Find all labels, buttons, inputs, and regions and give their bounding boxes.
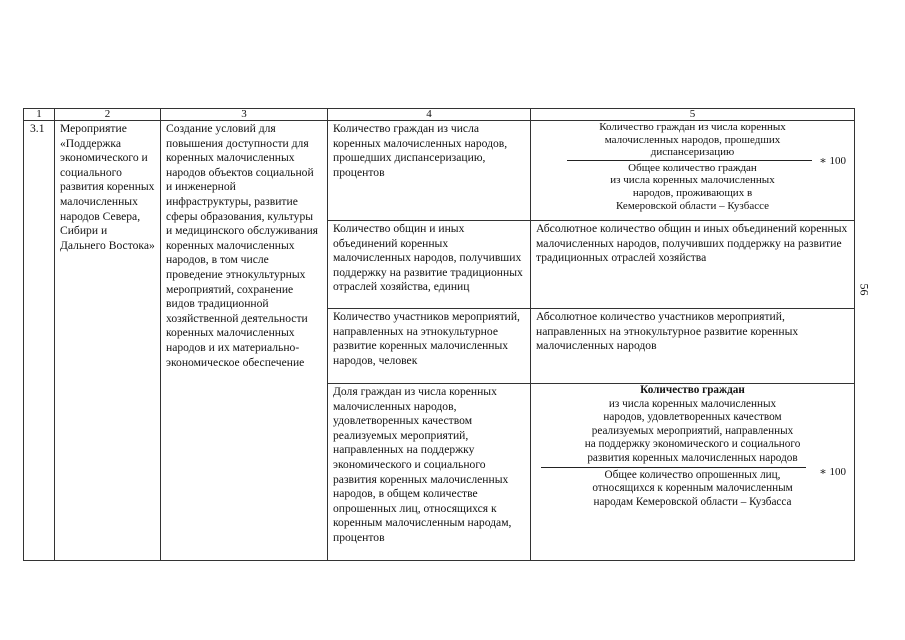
page-number: 56: [857, 283, 872, 296]
header-col-1: 1: [24, 109, 55, 121]
formula-line: малочисленных народов, прошедших: [604, 133, 781, 146]
formula-numerator: [533, 121, 852, 159]
header-col-4: 4: [328, 109, 531, 121]
formula-line: Кемеровской области – Кузбассе: [616, 199, 769, 212]
indicator-cell: Доля граждан из числа коренных малочисленных народов, удовлетворенных качеством реализуемых мероприятий, направленных на поддержку экономического и социального развития коренных малочисленных народов, в общем количестве опрошенных лиц, относящихся к коренным малочисленным народам, процентов: [328, 384, 531, 561]
formula-multiplier: ∗ 100: [819, 466, 846, 478]
formula-line: народам Кемеровской области – Кузбасса: [593, 495, 792, 508]
formula-line: диспансеризацию: [650, 146, 735, 159]
formula-line: на поддержку экономического и социального: [584, 438, 801, 451]
formula-denominator: [533, 162, 852, 212]
section-number: 3.1: [24, 121, 55, 561]
header-col-5: 5: [531, 109, 855, 121]
formula-line: Общее количество граждан: [628, 161, 757, 174]
formula: [533, 121, 852, 212]
formula-line: Общее количество опрошенных лиц,: [604, 468, 781, 481]
formula-line: из числа коренных малочисленных: [610, 174, 775, 187]
header-col-2: 2: [55, 109, 161, 121]
indicator-cell: Количество общин и иных объединений коренных малочисленных народов, получивших поддержку на развитие традиционных отраслей хозяйства, единиц: [328, 221, 531, 309]
fraction-bar: [541, 467, 806, 468]
formula-line: относящихся к коренным малочисленным: [592, 482, 793, 495]
header-col-3: 3: [161, 109, 328, 121]
formula-denominator: [533, 469, 852, 510]
formula-line: развития коренных малочисленных народов: [587, 451, 798, 464]
method-cell: Абсолютное количество участников мероприятий, направленных на этнокультурное развитие коренных малочисленных народов: [531, 309, 855, 384]
formula-multiplier: ∗ 100: [819, 155, 846, 167]
formula: [533, 384, 852, 509]
formula-line: Количество граждан: [640, 384, 745, 396]
fraction-bar: [567, 160, 812, 161]
indicators-table: [23, 108, 855, 561]
indicator-cell: Количество граждан из числа коренных малочисленных народов, прошедших диспансеризацию, процентов: [328, 121, 531, 221]
formula-numerator: [533, 384, 852, 466]
indicator-cell: Количество участников мероприятий, направленных на этнокультурное развитие коренных малочисленных народов, человек: [328, 309, 531, 384]
formula-cell: [531, 121, 855, 221]
formula-line: из числа коренных малочисленных: [608, 397, 777, 410]
formula-line: реализуемых мероприятий, направленных: [591, 424, 794, 437]
task-description: Создание условий для повышения доступности для коренных малочисленных народов объектов социальной и инженерной инфраструктуры, развитие сферы образования, культуры и медицинского обслуживания коренных малочисленных народов, в том числе проведение этнокультурных мероприятий, сохранение видов традиционной хозяйственной деятельности коренных малочисленных народов и их материально-экономическое обеспечение: [161, 121, 328, 561]
formula-cell: [531, 384, 855, 561]
event-name: Мероприятие «Поддержка экономического и социального развития коренных малочисленных народов Севера, Сибири и Дальнего Востока»: [55, 121, 161, 561]
header-row: [24, 109, 855, 121]
method-cell: Абсолютное количество общин и иных объединений коренных малочисленных народов, получивших поддержку на развитие традиционных отраслей хозяйства: [531, 221, 855, 309]
formula-line: народов, проживающих в: [632, 186, 753, 199]
formula-line: народов, удовлетворенных качеством: [603, 411, 782, 424]
formula-line: Количество граждан из числа коренных: [599, 121, 786, 133]
table-row: [24, 121, 855, 221]
